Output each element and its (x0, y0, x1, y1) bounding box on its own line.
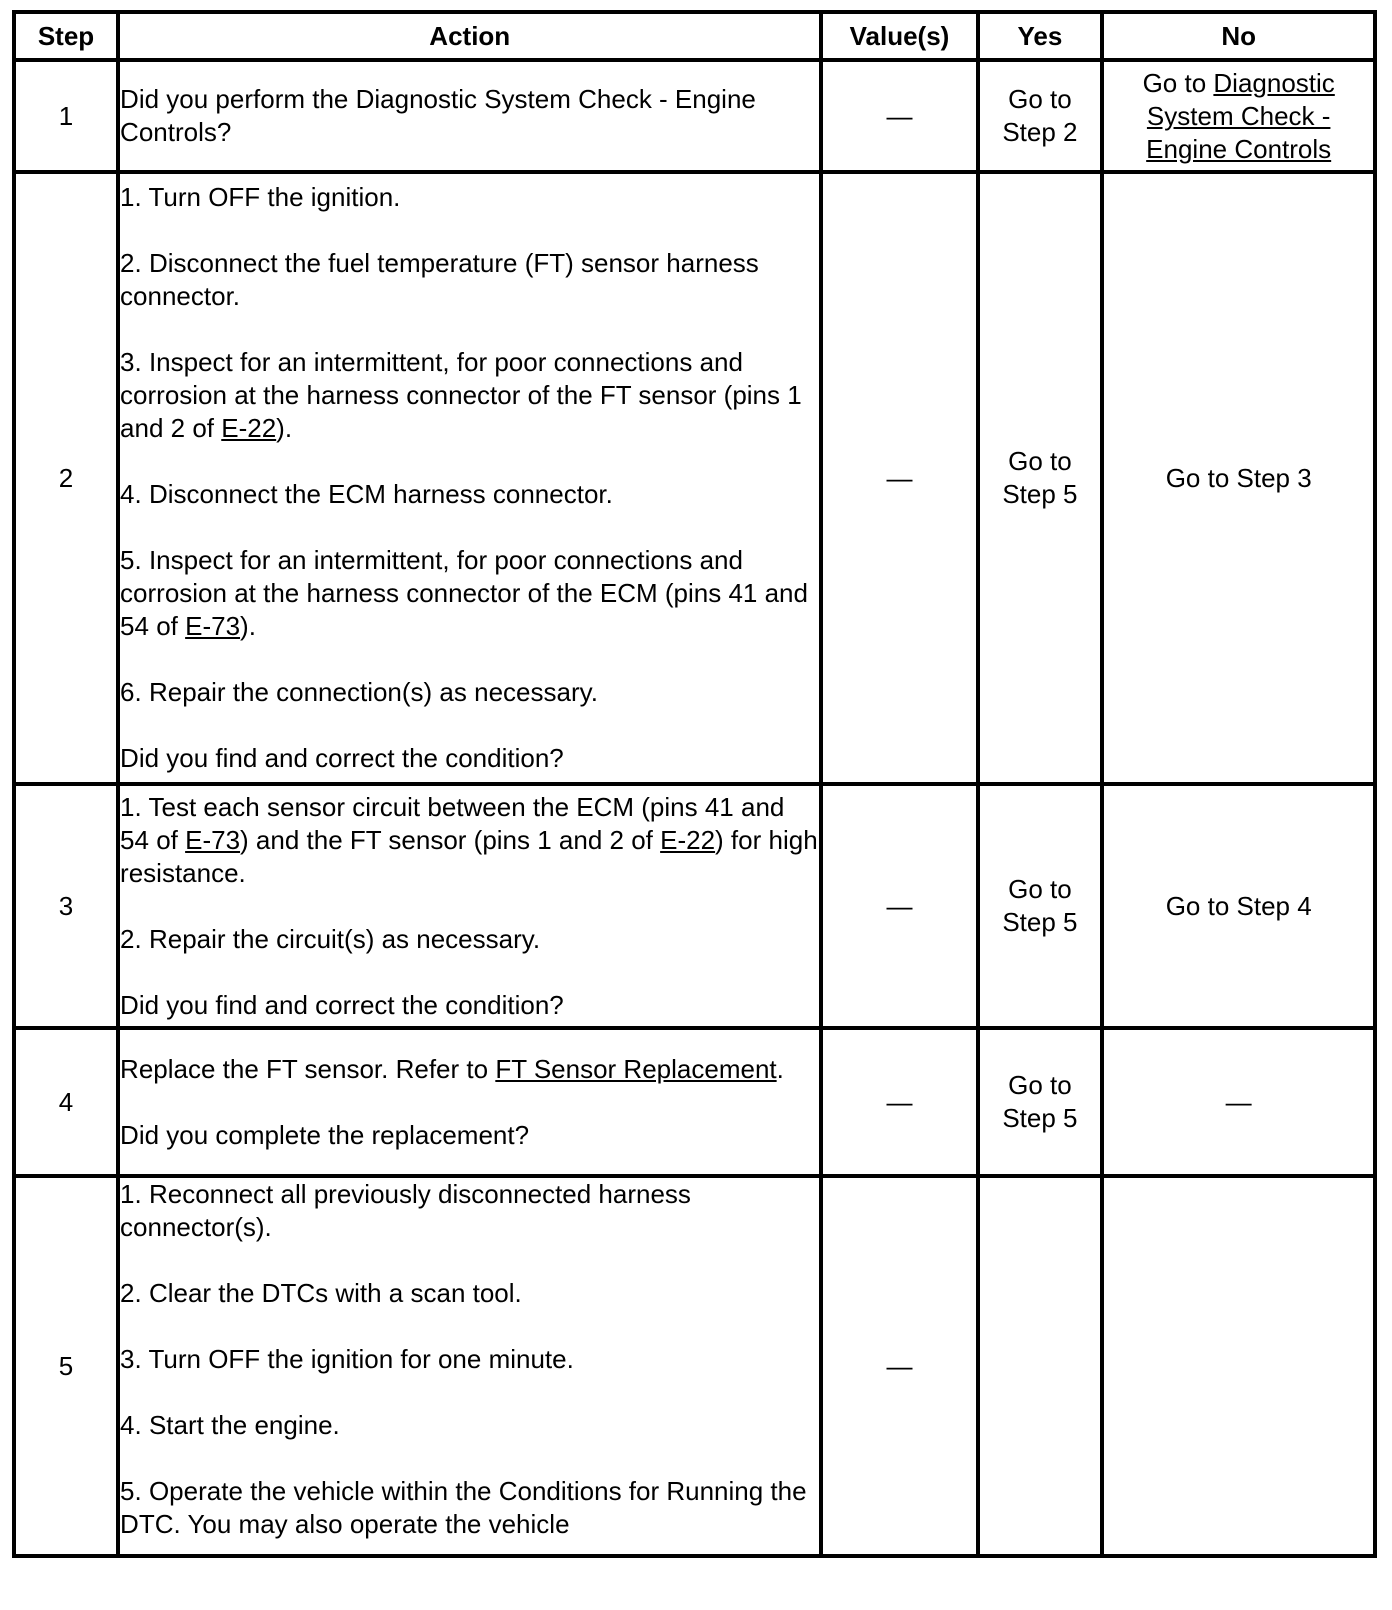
text-run: 4. Start the engine. (120, 1410, 340, 1440)
action-cell (118, 1176, 821, 1556)
header-no: No (1102, 12, 1375, 60)
action-content (120, 1053, 819, 1152)
table-row (14, 1028, 1375, 1176)
action-paragraph (120, 1119, 819, 1152)
table-row (14, 172, 1375, 784)
text-run: 3. Inspect for an intermittent, for poor connections and corrosion at the harness connector of the FT sensor (pins 1 and 2 of (120, 347, 802, 443)
no-cell (1102, 1176, 1375, 1556)
table-row (14, 784, 1375, 1028)
action-cell (118, 172, 821, 784)
text-run: 6. Repair the connection(s) as necessary. (120, 677, 598, 707)
action-cell (118, 1028, 821, 1176)
action-paragraph (120, 742, 819, 775)
text-run: — (1225, 1086, 1252, 1117)
table-body (14, 60, 1375, 1556)
text-run: ) and the FT sensor (pins 1 and 2 of (240, 824, 661, 855)
text-run: Replace the FT sensor. Refer to (120, 1053, 496, 1084)
table-row (14, 60, 1375, 172)
action-content (120, 1178, 819, 1541)
text-run: 1. Turn OFF the ignition. (120, 182, 401, 212)
action-paragraph (120, 1277, 819, 1310)
step-number: 1 (14, 60, 118, 172)
reference-link[interactable]: E-73 (185, 611, 241, 641)
action-paragraph (120, 791, 819, 890)
text-run: 3. Turn OFF the ignition for one minute. (120, 1344, 574, 1374)
action-content (120, 83, 819, 149)
action-paragraph (120, 478, 819, 511)
header-step: Step (14, 12, 118, 60)
header-yes: Yes (978, 12, 1103, 60)
table-row (14, 1176, 1375, 1556)
action-content (120, 181, 819, 775)
step-number: 4 (14, 1028, 118, 1176)
step-number: 3 (14, 784, 118, 1028)
action-paragraph (120, 181, 819, 214)
yes-cell (978, 784, 1103, 1028)
text-run: Go to Step 5 (1002, 1070, 1078, 1133)
text-run: ). (240, 611, 256, 641)
value-cell: — (821, 784, 977, 1028)
text-run: Go to Step 5 (1002, 446, 1078, 509)
text-run: Did you perform the Diagnostic System Check - Engine Controls? (120, 84, 756, 147)
action-paragraph (120, 1343, 819, 1376)
no-cell (1102, 784, 1375, 1028)
reference-link[interactable]: E-22 (660, 824, 716, 855)
reference-link[interactable]: FT Sensor Replacement (495, 1053, 777, 1084)
action-paragraph (120, 989, 819, 1022)
header-row (14, 12, 1375, 60)
action-paragraph (120, 1475, 819, 1541)
text-run: 5. Inspect for an intermittent, for poor connections and corrosion at the harness connector of the ECM (pins 41 and 54 of (120, 545, 808, 641)
yes-cell (978, 172, 1103, 784)
step-number: 5 (14, 1176, 118, 1556)
text-run: Go to Step 2 (1002, 84, 1078, 147)
action-cell (118, 60, 821, 172)
value-cell: — (821, 172, 977, 784)
text-run: Did you find and correct the condition? (120, 989, 564, 1020)
action-paragraph (120, 544, 819, 643)
yes-cell (978, 1028, 1103, 1176)
diagnostic-table (12, 10, 1377, 1558)
text-run: 2. Disconnect the fuel temperature (FT) sensor harness connector. (120, 248, 759, 311)
text-run: Go to (1142, 67, 1214, 98)
text-run: . (776, 1053, 784, 1084)
reference-link[interactable]: Diagnostic System Check - Engine Controls (1146, 67, 1335, 164)
text-run: 5. Operate the vehicle within the Conditions for Running the DTC. You may also operate the vehicle (120, 1476, 807, 1539)
reference-link[interactable]: E-22 (221, 413, 277, 443)
step-number: 2 (14, 172, 118, 784)
header-values: Value(s) (821, 12, 977, 60)
text-run: 1. Test each sensor circuit between the ECM (pins 41 and 54 of (120, 791, 785, 855)
action-paragraph (120, 1178, 819, 1244)
action-paragraph (120, 676, 819, 709)
text-run: Did you find and correct the condition? (120, 743, 564, 773)
action-paragraph (120, 1053, 819, 1086)
value-cell: — (821, 1176, 977, 1556)
no-cell (1102, 60, 1375, 172)
text-run: Go to Step 5 (1002, 874, 1078, 937)
text-run: 2. Clear the DTCs with a scan tool. (120, 1278, 522, 1308)
yes-cell (978, 60, 1103, 172)
text-run: ) for high resistance. (120, 824, 818, 888)
action-content (120, 791, 819, 1022)
text-run: Go to Step 4 (1165, 890, 1312, 921)
action-paragraph (120, 346, 819, 445)
no-cell (1102, 172, 1375, 784)
reference-link[interactable]: E-73 (185, 824, 241, 855)
yes-cell (978, 1176, 1103, 1556)
value-cell: — (821, 60, 977, 172)
action-paragraph (120, 1409, 819, 1442)
no-cell (1102, 1028, 1375, 1176)
text-run: 2. Repair the circuit(s) as necessary. (120, 923, 541, 954)
action-cell (118, 784, 821, 1028)
value-cell: — (821, 1028, 977, 1176)
action-paragraph (120, 83, 819, 149)
text-run: 1. Reconnect all previously disconnected harness connector(s). (120, 1179, 691, 1242)
header-action: Action (118, 12, 821, 60)
action-paragraph (120, 923, 819, 956)
text-run: ). (276, 413, 293, 443)
action-paragraph (120, 247, 819, 313)
text-run: Go to Step 3 (1165, 462, 1312, 493)
text-run: 4. Disconnect the ECM harness connector. (120, 479, 613, 509)
text-run: Did you complete the replacement? (120, 1119, 530, 1150)
